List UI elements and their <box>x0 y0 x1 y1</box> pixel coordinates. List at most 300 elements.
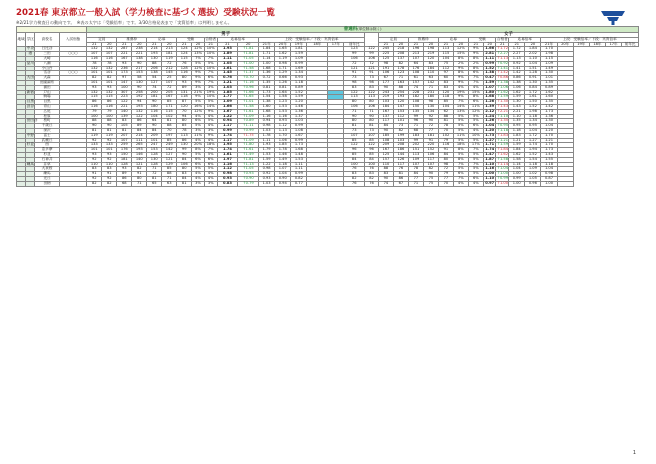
female-value: 83 <box>365 85 379 90</box>
male-value: 217 <box>132 66 147 71</box>
female-value: 72 <box>423 124 438 129</box>
row-school: 戸山 <box>35 90 59 95</box>
female-rate-prev: ↑1.43 <box>496 104 508 109</box>
male-value: 5% <box>204 61 217 66</box>
female-rate-prev: ↑1.35 <box>496 118 508 123</box>
female-value: 157 <box>378 157 393 162</box>
female-value: 163 <box>393 80 408 85</box>
male-value: 102 <box>162 114 177 119</box>
female-value: 113 <box>365 95 379 100</box>
male-rate-history: 1.22 <box>259 162 275 167</box>
male-rate-history: 0.93 <box>259 176 275 181</box>
female-rate-prev: ↑1.58 <box>496 156 508 161</box>
female-value: 82 <box>365 176 379 181</box>
female-value: 177 <box>378 80 393 85</box>
female-value: 193 <box>393 95 408 100</box>
male-value: 18% <box>204 143 217 148</box>
female-rate-prev: ↑1.83 <box>496 132 508 137</box>
male-value: 6% <box>204 162 217 167</box>
female-value: 122 <box>365 47 379 52</box>
male-rate-history: 1.04 <box>275 172 291 177</box>
male-rate-history: 1.73 <box>259 90 275 95</box>
female-value: 106 <box>365 56 379 61</box>
male-rate-history: 1.73 <box>291 143 307 148</box>
female-value: 61 <box>408 76 423 81</box>
female-value: 71 <box>408 124 423 129</box>
male-rate-prev: ↑1.13 <box>238 162 259 167</box>
female-value: 67 <box>393 181 408 186</box>
female-value: 107 <box>365 133 379 138</box>
male-rate-history: 0.98 <box>259 167 275 172</box>
female-rate-prev: ↑1.14 <box>496 161 508 166</box>
male-rate-prev: ↑1.49 <box>238 152 259 157</box>
female-value: 75 <box>438 61 453 66</box>
male-value: 93 <box>177 80 192 85</box>
male-rate-history: 1.03 <box>291 119 307 124</box>
female-value: 121 <box>365 66 379 71</box>
female-rate-prev: ↑2.21 <box>496 108 508 113</box>
male-value: 4% <box>204 138 217 143</box>
female-value: 15% <box>453 52 468 57</box>
male-rate-history: 1.13 <box>275 128 291 133</box>
female-exam-rate: 1.16 <box>485 166 495 171</box>
male-value: 131 <box>177 90 192 95</box>
male-rate-prev: ↑0.79 <box>238 181 259 186</box>
female-value: 75 <box>423 181 438 186</box>
female-value: 122 <box>365 143 379 148</box>
female-value: 116 <box>438 143 453 148</box>
male-value: 7% <box>192 56 205 61</box>
male-value: 71 <box>147 167 162 172</box>
female-value: 75 <box>423 176 438 181</box>
female-rate-history: 1.35 <box>541 100 557 105</box>
male-value: 100 <box>102 114 117 119</box>
male-value: 9% <box>192 80 205 85</box>
male-year-hist-2: 19年 <box>291 42 307 47</box>
male-year-hist-1: 20年 <box>275 42 291 47</box>
male-value: 92 <box>102 138 117 143</box>
female-value: 84 <box>344 157 365 162</box>
female-value: 6% <box>468 71 483 76</box>
row-school: 光丘 <box>35 176 59 181</box>
male-value: 101 <box>87 71 102 76</box>
female-exam-rate: 1.47 <box>485 152 495 157</box>
male-rate-history: 1.11 <box>291 167 307 172</box>
male-rate-history: 1.11 <box>259 138 275 143</box>
male-value: 92 <box>87 176 102 181</box>
male-value: 82 <box>87 181 102 186</box>
female-year-exam-20: 20 <box>483 42 496 47</box>
female-value: 15% <box>468 90 483 95</box>
male-rate-history: 1.78 <box>275 148 291 153</box>
male-rate-prev: ↑1.09 <box>238 138 259 143</box>
female-value: 77 <box>408 176 423 181</box>
male-value: 133 <box>87 143 102 148</box>
female-value: 191 <box>378 66 393 71</box>
male-value: 4% <box>192 114 205 119</box>
female-value: 157 <box>408 80 423 85</box>
female-exam-rate: 0.97 <box>485 180 495 185</box>
male-value: 3% <box>204 181 217 186</box>
male-value: 80 <box>177 167 192 172</box>
female-value: 71 <box>365 109 379 114</box>
male-value: 93 <box>102 152 117 157</box>
male-rate-prev: ↑1.58 <box>238 66 259 71</box>
male-rate-history: 1.18 <box>275 162 291 167</box>
female-rate-history: 1.15 <box>541 56 557 61</box>
male-rate-history: 1.71 <box>275 66 291 71</box>
male-rate-history: 1.68 <box>259 109 275 114</box>
row-school: 豊多摩 <box>35 148 59 153</box>
row-school: 駒場 <box>35 95 59 100</box>
female-value: 83 <box>378 172 393 177</box>
female-value: 74 <box>378 181 393 186</box>
female-value: 67 <box>378 76 393 81</box>
female-value: 92 <box>423 114 438 119</box>
male-value: 223 <box>117 95 132 100</box>
female-year-cap-21: 21 <box>378 42 393 47</box>
female-rate-history: 1.04 <box>525 61 541 66</box>
female-value: 83 <box>365 172 379 177</box>
male-rate-history: 1.59 <box>291 52 307 57</box>
row-gap <box>328 181 344 186</box>
male-value: 7% <box>204 148 217 153</box>
female-value: 60 <box>438 76 453 81</box>
female-value: 80 <box>365 119 379 124</box>
female-value: 5% <box>453 114 468 119</box>
male-rate-history: 0.98 <box>275 61 291 66</box>
male-value: 181 <box>117 157 132 162</box>
female-value: 144 <box>393 152 408 157</box>
female-value: 83 <box>438 85 453 90</box>
male-value: 107 <box>102 52 117 57</box>
male-value: 82 <box>132 167 147 172</box>
row-school: 大森 <box>35 76 59 81</box>
male-value: 221 <box>132 52 147 57</box>
male-rate-history: 1.60 <box>259 104 275 109</box>
male-value: 101 <box>147 138 162 143</box>
male-rec-header: 推薦枠 <box>117 37 147 42</box>
female-rate-history: 0.84 <box>525 85 541 90</box>
male-header: 男子 <box>87 33 365 38</box>
female-rate-prev: ↑1.06 <box>496 84 508 89</box>
male-value: 94 <box>177 114 192 119</box>
female-value: 83 <box>423 61 438 66</box>
female-value: 108 <box>378 138 393 143</box>
female-exam-rate: 1.71 <box>485 142 495 147</box>
row-district: 杉並 <box>26 142 34 147</box>
female-year-cap-20: 20 <box>393 42 408 47</box>
female-value: 8% <box>468 95 483 100</box>
page-note: ※2/21学力検査日の動向です。 ※表の太字は「受験倍率」です。3/30合格発表まで「実質倍率」は判明しません。 <box>16 20 232 25</box>
male-rate-history: 1.69 <box>291 66 307 71</box>
female-value: 122 <box>344 90 365 95</box>
female-rate-history: 1.72 <box>509 47 525 52</box>
female-value: 185 <box>378 133 393 138</box>
female-value: 7% <box>468 76 483 81</box>
female-rate-history: 1.00 <box>509 172 525 177</box>
male-value: 119 <box>162 56 177 61</box>
male-value: 81 <box>162 119 177 124</box>
female-value: 219 <box>423 52 438 57</box>
row-school: 石神井 <box>35 157 59 162</box>
female-value: 220 <box>423 143 438 148</box>
male-value: 72 <box>147 172 162 177</box>
female-rate-prev: ↑1.41 <box>496 65 508 70</box>
female-pass-header: 合格者 <box>496 36 508 41</box>
female-value: 88 <box>378 167 393 172</box>
male-rate-history: 1.78 <box>259 133 275 138</box>
female-value: 2% <box>453 61 468 66</box>
male-exam-rate: 1.97 <box>217 157 238 162</box>
row-school: 桜町 <box>35 119 59 124</box>
female-rate-prev: ↑1.84 <box>496 147 508 152</box>
female-rate-header: 応募倍率 <box>509 37 541 42</box>
male-exam-rate: 1.74 <box>217 133 238 138</box>
female-value: 84 <box>378 124 393 129</box>
male-rate-history: 1.62 <box>275 52 291 57</box>
female-rate-history: 1.36 <box>541 114 557 119</box>
male-value: 85 <box>162 100 177 105</box>
female-rate-history: 1.61 <box>525 95 541 100</box>
male-value: 100 <box>87 114 102 119</box>
publisher-logo-icon <box>599 8 627 26</box>
male-value: 21% <box>192 90 205 95</box>
male-value: 4% <box>192 138 205 143</box>
female-value: 76 <box>393 167 408 172</box>
male-value: 147 <box>117 80 132 85</box>
female-exam-rate: 1.07 <box>485 84 495 89</box>
male-rate-prev: ↑0.99 <box>238 128 259 133</box>
female-value: 80 <box>344 100 365 105</box>
male-value: 101 <box>87 80 102 85</box>
row-district: 練馬 <box>26 161 34 166</box>
row-district: 世田谷 <box>26 118 38 123</box>
female-value: 130 <box>423 104 438 109</box>
row-district: 品川 <box>26 60 34 65</box>
female-value: 106 <box>378 71 393 76</box>
female-value: 12% <box>453 47 468 52</box>
row-school: 田柄 <box>35 181 59 186</box>
male-value: 5% <box>192 61 205 66</box>
female-rate-history: 1.00 <box>509 181 525 186</box>
male-rate-history: 1.52 <box>291 90 307 95</box>
male-value: 122 <box>117 100 132 105</box>
female-rate-history: 1.70 <box>541 143 557 148</box>
male-rate-prev: ↑1.75 <box>238 133 259 138</box>
female-rate-history: 1.50 <box>525 100 541 105</box>
female-value: 151 <box>408 148 423 153</box>
female-value: 120 <box>438 90 453 95</box>
male-rate-history: 1.46 <box>275 152 291 157</box>
female-exam-rate: 1.73 <box>485 132 495 137</box>
male-value: 205 <box>162 90 177 95</box>
female-value: 71 <box>423 85 438 90</box>
male-rate-history: 0.81 <box>275 85 291 90</box>
female-value: 225 <box>378 52 393 57</box>
male-value: 90 <box>177 152 192 157</box>
male-value: 71 <box>162 176 177 181</box>
row-school: 井草 <box>35 162 59 167</box>
female-rate-prev: ↑1.30 <box>496 99 508 104</box>
male-value: 138 <box>132 56 147 61</box>
header-school: 高校名 <box>35 33 59 47</box>
male-value: 8% <box>192 148 205 153</box>
male-value: 3% <box>204 85 217 90</box>
female-rate-history: 1.62 <box>509 152 525 157</box>
female-rate-prev: ↑1.42 <box>496 70 508 75</box>
male-rate-spacer <box>307 181 328 186</box>
male-value: 132 <box>132 109 147 114</box>
male-value: 4% <box>204 176 217 181</box>
male-rate-history: 1.29 <box>275 71 291 76</box>
female-value: 125 <box>378 56 393 61</box>
female-exam-rate: 1.26 <box>485 99 495 104</box>
male-value: 54 <box>147 76 162 81</box>
male-exam-rate: 1.95 <box>217 143 238 148</box>
male-value: 120 <box>177 104 192 109</box>
male-rate-history: 1.03 <box>259 181 275 186</box>
male-value: 214 <box>147 47 162 52</box>
female-value: 231 <box>423 90 438 95</box>
female-value: 79 <box>438 138 453 143</box>
row-school: 広尾 <box>35 109 59 114</box>
male-value: 5% <box>192 124 205 129</box>
header-exam: 入試形態 <box>59 33 87 47</box>
male-value: 6% <box>192 157 205 162</box>
male-year-app-20: 20 <box>162 42 177 47</box>
female-exam-rate: 2.81 <box>485 51 495 56</box>
male-value: 115 <box>177 56 192 61</box>
male-value: 80 <box>177 119 192 124</box>
male-value: 5% <box>192 100 205 105</box>
female-value: 76 <box>344 181 365 186</box>
exam-status-table <box>16 26 639 446</box>
female-value: 110 <box>423 71 438 76</box>
female-value: 5% <box>453 128 468 133</box>
row-district: 中野 <box>26 132 34 137</box>
female-value: 85 <box>344 138 365 143</box>
female-value: 7% <box>468 80 483 85</box>
male-value: 9% <box>204 109 217 114</box>
male-rate-history: 1.36 <box>259 71 275 76</box>
row-school: 田園調布 <box>35 80 59 85</box>
female-value: 96 <box>408 119 423 124</box>
female-value: 186 <box>393 148 408 153</box>
male-rate-history: 1.53 <box>291 157 307 162</box>
male-value: 106 <box>177 162 192 167</box>
male-rate-history: 1.67 <box>291 133 307 138</box>
male-rate-prev: ↑1.05 <box>238 167 259 172</box>
male-value: 88 <box>102 119 117 124</box>
female-value: 12% <box>468 109 483 114</box>
female-value: 82 <box>344 176 365 181</box>
female-rate-history: 1.62 <box>509 90 525 95</box>
female-value: 82 <box>393 128 408 133</box>
male-value: 130 <box>147 56 162 61</box>
male-exam-rate: 1.67 <box>217 109 238 114</box>
male-value: 64 <box>147 119 162 124</box>
row-district: 大田 <box>26 75 34 80</box>
female-value: 112 <box>438 66 453 71</box>
female-value: 113 <box>438 47 453 52</box>
male-value: 6% <box>204 76 217 81</box>
female-rate-history: 1.98 <box>525 109 541 114</box>
female-value: 8% <box>468 66 483 71</box>
male-value: 258 <box>132 90 147 95</box>
row-school: 八潮 <box>35 61 59 66</box>
male-rate-history: 0.98 <box>259 124 275 129</box>
male-exam-rate: 1.21 <box>217 80 238 85</box>
male-exam-rate: 1.12 <box>217 167 238 172</box>
male-rate-history: 0.99 <box>291 172 307 177</box>
male-value: 91 <box>132 172 147 177</box>
male-value: 6% <box>192 162 205 167</box>
female-value: 99 <box>408 114 423 119</box>
male-value: 247 <box>147 143 162 148</box>
male-value: 6% <box>192 119 205 124</box>
female-value: 123 <box>344 47 365 52</box>
male-value: 139 <box>117 114 132 119</box>
male-value: 12% <box>192 47 205 52</box>
male-value: 249 <box>162 143 177 148</box>
male-rate-prev: ↑1.61 <box>238 109 259 114</box>
male-value: 153 <box>132 71 147 76</box>
female-rate-history: 1.21 <box>541 138 557 143</box>
female-updown-header: 上段：受験倍率／下段：実質倍率 <box>541 37 639 42</box>
female-rate-history: 1.54 <box>525 157 541 162</box>
female-value: 100 <box>365 162 379 167</box>
female-value: 14% <box>453 104 468 109</box>
row-school: 雪谷 <box>35 71 59 76</box>
male-value: 221 <box>117 104 132 109</box>
female-rate-prev: ↑0.99 <box>496 176 508 180</box>
male-exam-rate: 1.03 <box>217 85 238 90</box>
female-rate-history: 1.05 <box>525 176 541 181</box>
female-value: 135 <box>408 109 423 114</box>
male-rate-history: 1.35 <box>259 80 275 85</box>
female-value: 245 <box>378 47 393 52</box>
female-value: 142 <box>423 80 438 85</box>
male-year-pass-21: 21 <box>204 42 217 47</box>
male-value: 116 <box>87 56 102 61</box>
female-rate-prev: ↑0.86 <box>496 75 508 80</box>
female-rate-history: 1.72 <box>525 90 541 95</box>
female-rate-history: 1.51 <box>525 66 541 71</box>
male-value: 129 <box>162 162 177 167</box>
female-rate-history: 1.70 <box>541 47 557 52</box>
female-value: 88 <box>393 85 408 90</box>
male-rate-history: 1.93 <box>259 143 275 148</box>
male-value: 90 <box>147 124 162 129</box>
row-school: 武蔵丘 <box>35 138 59 143</box>
female-value: 106 <box>344 104 365 109</box>
male-pass-header: 合格者 <box>205 36 217 41</box>
male-value: 76 <box>177 61 192 66</box>
female-rate-history: 1.55 <box>541 157 557 162</box>
row-school: 蒲田 <box>35 85 59 90</box>
male-value: 133 <box>102 143 117 148</box>
female-value: 70 <box>438 128 453 133</box>
female-rate-history: 0.95 <box>525 124 541 129</box>
male-value: 91 <box>87 172 102 177</box>
female-value: 184 <box>423 66 438 71</box>
male-rate-prev: ↑1.61 <box>238 148 259 153</box>
female-value: 6% <box>468 176 483 181</box>
female-exam-rate: 1.10 <box>485 161 495 166</box>
female-value: 123 <box>393 71 408 76</box>
female-value: 73 <box>344 128 365 133</box>
